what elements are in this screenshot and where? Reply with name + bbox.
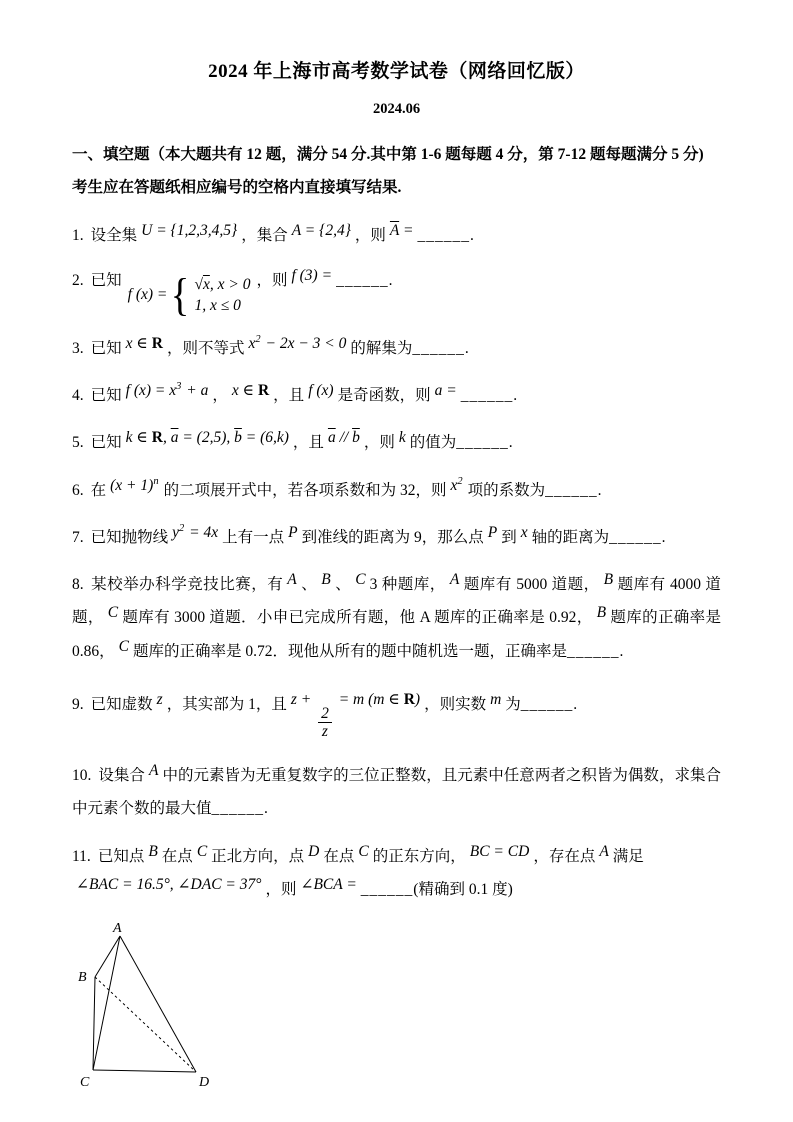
equals-m: = m (m ∈ — [334, 691, 404, 709]
math-run — [308, 843, 319, 860]
period: . — [469, 226, 474, 244]
edge-AD — [120, 936, 196, 1072]
text-run: ，则 — [354, 226, 386, 244]
question-number: 7. — [72, 528, 84, 546]
segment-equality: BC = CD — [469, 842, 530, 860]
text-run: ，其实部为 1，且 — [166, 696, 287, 714]
point-A: A — [599, 842, 609, 860]
point-B: B — [148, 842, 158, 860]
letter-B: B — [596, 604, 607, 622]
superscript: 2 — [457, 475, 463, 487]
binomial-base: (x + 1) — [110, 476, 154, 494]
bank-B — [604, 571, 613, 588]
text-run: ，则 — [265, 881, 297, 899]
inequality-formula — [248, 335, 346, 352]
close-paren: ) — [414, 691, 421, 709]
period: . — [597, 481, 602, 499]
math-run — [291, 267, 332, 284]
vertex-label-C: C — [80, 1075, 90, 1091]
period: . — [661, 528, 666, 546]
equals-sign: = — [399, 221, 414, 239]
text-run: 为 — [505, 696, 521, 714]
axis-x: x — [520, 523, 528, 541]
answer-blank: ______ — [609, 528, 662, 546]
document-title: 2024 年上海市高考数学试卷（网络回忆版） — [208, 61, 585, 82]
answer-blank: ______ — [417, 226, 470, 244]
vertex-label-A: A — [113, 921, 122, 937]
parallel-condition — [328, 429, 360, 446]
vector-definitions — [126, 429, 289, 446]
parabola-formula — [172, 524, 218, 541]
text-run: ，且 — [292, 434, 324, 452]
fx-equals-x: f (x) = x — [125, 381, 177, 399]
text-run: 的二项展开式中，若各项系数和为 32，则 — [163, 481, 447, 499]
math-run — [141, 222, 237, 239]
superscript: 2 — [255, 333, 261, 345]
math-run — [300, 876, 356, 893]
radicand: x — [202, 275, 210, 293]
figure-container — [74, 920, 721, 1100]
math-run — [157, 691, 163, 708]
bank-B — [321, 571, 330, 588]
variable-k: k — [398, 429, 406, 447]
text-run: 设全集 — [90, 226, 138, 244]
triangle-figure — [74, 920, 224, 1095]
edge-BD-dashed — [95, 977, 196, 1072]
answer-blank: ______ — [460, 386, 514, 404]
text-run: 在 — [90, 481, 107, 499]
text-run: 已知 — [90, 339, 122, 357]
inequality-rest: − 2x − 3 < 0 — [261, 334, 347, 352]
question-2 — [72, 264, 721, 318]
precision-note: (精确到 0.1 度) — [413, 881, 513, 899]
text-run: 题库有 4000 道题， — [72, 576, 721, 627]
answer-blank: ______ — [456, 434, 509, 452]
answer-blank: ______ — [520, 696, 574, 714]
letter-A: A — [287, 571, 297, 589]
vector-a-value: = (2,5), — [178, 429, 235, 447]
question-3 — [72, 332, 721, 365]
question-number: 3. — [72, 339, 84, 357]
superscript: n — [153, 475, 159, 487]
z-plus: z + — [290, 691, 316, 709]
point-C: C — [196, 842, 208, 860]
math-run — [149, 762, 158, 779]
text-run: 题库的正确率是 0.72．现他从所有的题中随机选一题，正确率是 — [132, 642, 567, 660]
separator: 、 — [300, 576, 318, 594]
math-run — [599, 843, 608, 860]
point-P: P — [487, 523, 498, 541]
math-run — [390, 222, 414, 239]
text-run: 满足 — [612, 847, 644, 865]
text-run: ，则 — [363, 434, 395, 452]
bank-A — [450, 571, 459, 588]
base-x: x — [450, 476, 458, 494]
math-run — [435, 382, 457, 399]
question-number: 8. — [72, 576, 84, 594]
angle-conditions — [76, 876, 261, 893]
angle-BCA: ∠BCA = — [300, 876, 357, 894]
bank-A — [287, 571, 296, 588]
text-run: 中的元素皆为无重复数字的三位正整数，且元素中任意两者之积皆为偶数，求集合中元素个数的最大值 — [72, 767, 721, 818]
text-run: 的正东方向， — [372, 847, 466, 865]
set-A-value: = {2,4} — [300, 221, 351, 239]
question-number: 11. — [72, 847, 91, 865]
math-run — [197, 843, 207, 860]
period: . — [513, 386, 518, 404]
text-run: 是奇函数，则 — [337, 386, 431, 404]
equals-4x: = 4x — [185, 523, 219, 541]
vector-b: $\overline{b}$ — [352, 429, 360, 447]
math-run — [521, 524, 528, 541]
piecewise-formula — [127, 268, 251, 320]
math-run — [470, 843, 530, 860]
question-8 — [72, 568, 721, 668]
math-run — [490, 691, 501, 708]
math-run — [126, 335, 163, 352]
text-run: 已知抛物线 — [90, 528, 169, 546]
case-row-2: 1, x ≤ 0 — [194, 296, 241, 314]
vector-b-value: = (6,k) — [241, 429, 289, 447]
bank-B — [597, 604, 606, 621]
text-run: 的解集为 — [350, 339, 413, 357]
set-complement-A: $\overline{A}$ — [389, 221, 400, 239]
math-run — [292, 222, 351, 239]
letter-C: C — [355, 571, 366, 589]
bank-C — [108, 604, 118, 621]
text-run: 题库的正确率是 0.86， — [72, 609, 721, 660]
text-run: 正北方向，点 — [211, 847, 305, 865]
symbol-R: R — [403, 691, 415, 709]
text-run: 某校举办科学竞技比赛，有 — [90, 576, 284, 594]
vector-a: $\overline{a}$ — [170, 429, 179, 447]
radical-sign: √ — [194, 275, 203, 293]
question-1 — [72, 219, 721, 252]
edge-CD — [93, 1070, 196, 1072]
angle-values: ∠BAC = 16.5°, ∠DAC = 37° — [76, 876, 262, 894]
text-run: ，则实数 — [424, 696, 487, 714]
function-formula — [126, 382, 209, 399]
letter-C: C — [107, 604, 119, 622]
period: . — [508, 434, 513, 452]
question-number: 5. — [72, 434, 84, 452]
fraction-numerator: 2 — [321, 705, 329, 723]
text-run: 已知 — [90, 271, 122, 289]
text-run: 已知虚数 — [90, 696, 153, 714]
period: . — [573, 696, 578, 714]
question-number: 6. — [72, 481, 84, 499]
text-run: 3 种题库， — [369, 576, 446, 594]
text-run: 在点 — [323, 847, 355, 865]
question-number: 4. — [72, 386, 84, 404]
math-run — [232, 382, 269, 399]
section-heading-line1: 一、填空题（本大题共有 12 题，满分 54 分.其中第 1-6 题每题 4 分，第 7-12 题每题满分 5 分) — [72, 146, 704, 163]
separator: 、 — [334, 576, 352, 594]
function-fx: f (x) = — [127, 285, 168, 303]
point-P: P — [288, 523, 298, 541]
math-run — [358, 843, 368, 860]
letter-B: B — [603, 571, 614, 589]
set-U-value: = {1,2,3,4,5} — [152, 221, 238, 239]
piecewise-cases — [194, 274, 250, 316]
variable-z: z — [156, 691, 163, 709]
comma: , — [162, 429, 171, 447]
answer-blank: ______ — [567, 642, 620, 660]
question-4 — [72, 379, 721, 412]
question-6 — [72, 474, 721, 507]
text-run: 在点 — [161, 847, 193, 865]
function-f3: f (3) = — [291, 266, 333, 284]
period: . — [464, 339, 469, 357]
period: . — [264, 800, 268, 818]
text-run: 上有一点 — [222, 528, 285, 546]
text-run: 到 — [501, 528, 517, 546]
parallel-sign: // — [335, 429, 353, 447]
text-run: ， — [212, 386, 228, 404]
edge-BC — [93, 977, 95, 1070]
text-run: 设集合 — [98, 767, 145, 785]
text-run: 的值为 — [409, 434, 457, 452]
text-run: ，且 — [273, 386, 305, 404]
vertex-label-D: D — [199, 1075, 210, 1091]
vector-a: $\overline{a}$ — [327, 429, 336, 447]
set-A: A — [291, 221, 301, 239]
text-run: ，则不等式 — [166, 339, 245, 357]
function-fx: f (x) — [308, 381, 334, 399]
text-run: 题库有 3000 道题．小申已完成所有题，他 A 题库的正确率是 0.92， — [122, 609, 593, 627]
left-brace: { — [171, 268, 190, 320]
question-number: 2. — [72, 271, 84, 289]
binomial-formula — [110, 477, 159, 494]
text-run: 题库有 5000 道题， — [463, 576, 600, 594]
set-A: A — [148, 762, 159, 780]
case-1-condition: , x > 0 — [209, 275, 251, 293]
math-run — [399, 429, 406, 446]
period: . — [619, 642, 624, 660]
answer-blank: ______ — [360, 881, 414, 899]
text-run: 轴的距离为 — [531, 528, 610, 546]
point-C: C — [358, 842, 369, 860]
text-run: ，则 — [256, 271, 288, 289]
text-run: 项的系数为 — [467, 481, 546, 499]
text-run: 已知 — [90, 386, 122, 404]
math-run — [308, 382, 333, 399]
question-11 — [72, 840, 721, 907]
fraction-denominator: z — [318, 722, 332, 740]
section-heading-line2: 考生应在答题纸相应编号的空格内直接填写结果. — [72, 179, 402, 197]
question-9 — [72, 688, 721, 745]
text-run: 已知点 — [97, 847, 145, 865]
vertex-label-B: B — [78, 970, 87, 986]
question-number: 10. — [72, 767, 92, 785]
vector-b: $\overline{b}$ — [234, 429, 242, 447]
text-run: ，集合 — [241, 226, 288, 244]
answer-blank: ______ — [412, 339, 465, 357]
x-in: x ∈ — [125, 334, 152, 352]
set-U: U — [141, 221, 153, 239]
text-run: 到准线的距离为 9，那么点 — [301, 528, 484, 546]
symbol-R: R — [257, 381, 270, 399]
bank-C — [355, 571, 365, 588]
edge-AC — [93, 936, 120, 1070]
math-run — [488, 524, 497, 541]
superscript: 2 — [179, 522, 185, 534]
math-run — [450, 477, 463, 494]
period: . — [388, 271, 393, 289]
a-equals: a = — [434, 381, 457, 399]
math-run — [148, 843, 157, 860]
base-y: y — [172, 523, 180, 541]
math-run — [288, 524, 297, 541]
question-5 — [72, 426, 721, 459]
fraction — [318, 705, 332, 740]
k-in: k ∈ — [125, 429, 152, 447]
document-date: 2024.06 — [372, 101, 421, 117]
variable-m: m — [490, 691, 502, 709]
x-in: x ∈ — [231, 381, 258, 399]
answer-blank: ______ — [211, 800, 265, 818]
question-7 — [72, 521, 721, 554]
answer-blank: ______ — [336, 271, 389, 289]
case-row-1 — [194, 274, 250, 295]
section-heading — [72, 138, 721, 205]
answer-blank: ______ — [545, 481, 598, 499]
letter-B: B — [321, 571, 331, 589]
letter-C: C — [118, 637, 129, 655]
fraction-equation — [290, 691, 421, 741]
text-run: 已知 — [90, 434, 122, 452]
plus-a: + a — [182, 381, 209, 399]
question-number: 1. — [72, 226, 84, 244]
symbol-R: R — [151, 429, 163, 447]
letter-A: A — [449, 571, 460, 589]
point-D: D — [308, 842, 320, 860]
symbol-R: R — [151, 334, 163, 352]
question-number: 9. — [72, 696, 84, 714]
text-run: ，存在点 — [533, 847, 596, 865]
superscript: 3 — [176, 380, 182, 392]
bank-C — [119, 638, 129, 655]
question-10 — [72, 759, 721, 826]
base-x: x — [248, 334, 256, 352]
